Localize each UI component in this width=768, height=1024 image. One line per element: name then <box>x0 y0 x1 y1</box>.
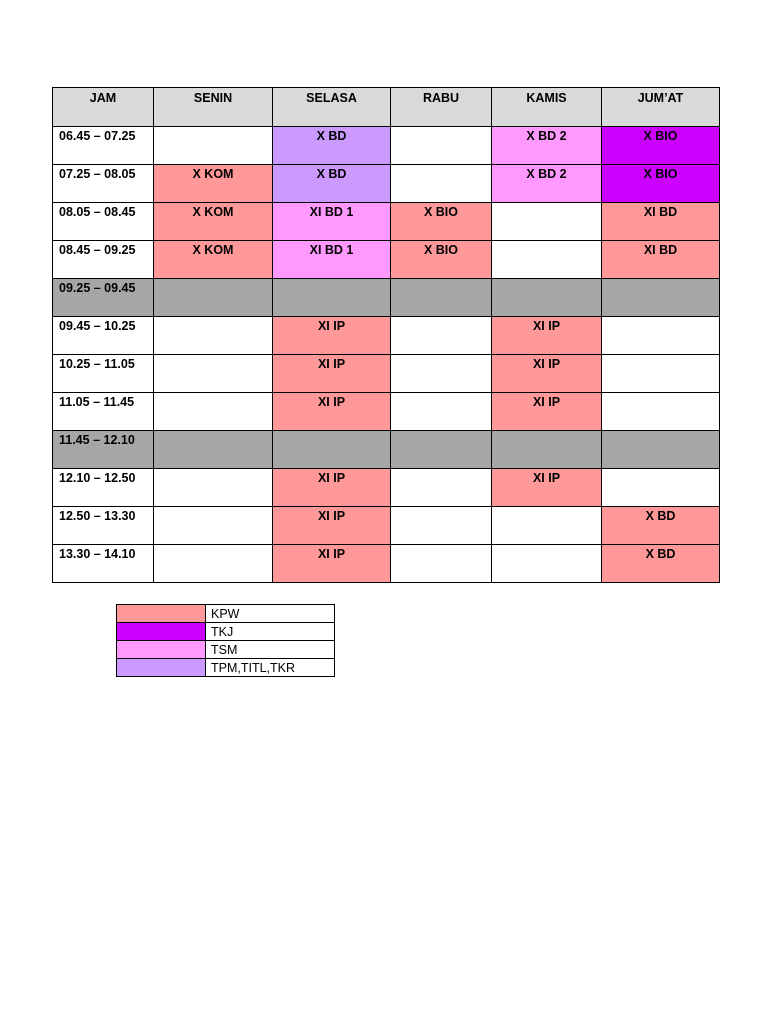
header-kamis: KAMIS <box>492 88 602 127</box>
color-legend <box>116 604 335 677</box>
class-cell: X BIO <box>602 165 720 203</box>
legend-swatch <box>117 659 206 677</box>
table-row <box>53 355 720 393</box>
class-cell <box>154 393 273 431</box>
class-cell <box>492 507 602 545</box>
time-slot: 12.10 – 12.50 <box>53 469 154 507</box>
class-cell <box>154 469 273 507</box>
class-cell <box>391 507 492 545</box>
class-cell <box>154 279 273 317</box>
class-cell <box>391 279 492 317</box>
class-cell: X BD <box>273 127 391 165</box>
header-selasa: SELASA <box>273 88 391 127</box>
class-cell: X BD <box>273 165 391 203</box>
class-cell <box>154 317 273 355</box>
table-row <box>53 165 720 203</box>
class-cell: XI BD <box>602 203 720 241</box>
time-slot: 12.50 – 13.30 <box>53 507 154 545</box>
legend-swatch <box>117 641 206 659</box>
class-cell <box>391 431 492 469</box>
legend-swatch <box>117 605 206 623</box>
time-slot: 09.25 – 09.45 <box>53 279 154 317</box>
class-cell: XI BD <box>602 241 720 279</box>
class-cell <box>492 431 602 469</box>
time-slot: 08.05 – 08.45 <box>53 203 154 241</box>
legend-item <box>117 623 335 641</box>
class-cell <box>273 431 391 469</box>
header-senin: SENIN <box>154 88 273 127</box>
legend-swatch <box>117 623 206 641</box>
class-cell: XI IP <box>492 317 602 355</box>
header-rabu: RABU <box>391 88 492 127</box>
class-cell: XI IP <box>273 393 391 431</box>
class-cell: X BD 2 <box>492 127 602 165</box>
table-row <box>53 507 720 545</box>
time-slot: 11.45 – 12.10 <box>53 431 154 469</box>
table-row <box>53 241 720 279</box>
header-jumat: JUM’AT <box>602 88 720 127</box>
class-cell: X KOM <box>154 241 273 279</box>
class-cell <box>602 469 720 507</box>
time-slot: 10.25 – 11.05 <box>53 355 154 393</box>
class-cell: X KOM <box>154 203 273 241</box>
class-cell: XI IP <box>273 507 391 545</box>
legend-body <box>117 605 335 677</box>
class-cell <box>391 127 492 165</box>
class-cell <box>391 317 492 355</box>
class-cell: XI IP <box>273 317 391 355</box>
class-cell <box>154 431 273 469</box>
time-slot: 11.05 – 11.45 <box>53 393 154 431</box>
class-cell <box>154 545 273 583</box>
class-cell <box>154 127 273 165</box>
legend-item <box>117 641 335 659</box>
class-cell: X BD <box>602 507 720 545</box>
class-cell: XI BD 1 <box>273 241 391 279</box>
class-cell <box>391 165 492 203</box>
table-row <box>53 203 720 241</box>
class-cell <box>154 355 273 393</box>
time-slot: 07.25 – 08.05 <box>53 165 154 203</box>
break-row <box>53 279 720 317</box>
class-cell <box>492 279 602 317</box>
class-cell <box>391 355 492 393</box>
schedule-body <box>53 127 720 583</box>
class-cell: XI IP <box>492 393 602 431</box>
class-cell <box>391 469 492 507</box>
schedule-header-row <box>53 88 720 127</box>
class-cell <box>602 355 720 393</box>
legend-label: TPM,TITL,TKR <box>206 659 335 677</box>
time-slot: 08.45 – 09.25 <box>53 241 154 279</box>
time-slot: 13.30 – 14.10 <box>53 545 154 583</box>
class-cell: XI IP <box>273 355 391 393</box>
break-row <box>53 431 720 469</box>
class-cell <box>273 279 391 317</box>
table-row <box>53 545 720 583</box>
time-slot: 06.45 – 07.25 <box>53 127 154 165</box>
class-cell <box>602 393 720 431</box>
class-cell <box>492 241 602 279</box>
class-cell: X BIO <box>391 203 492 241</box>
class-cell: XI IP <box>492 469 602 507</box>
legend-item <box>117 659 335 677</box>
schedule-table <box>52 87 720 583</box>
class-cell <box>602 279 720 317</box>
class-cell <box>602 317 720 355</box>
class-cell <box>154 507 273 545</box>
class-cell <box>492 545 602 583</box>
class-cell: X KOM <box>154 165 273 203</box>
class-cell: X BIO <box>602 127 720 165</box>
class-cell: XI IP <box>273 469 391 507</box>
class-cell <box>391 545 492 583</box>
legend-label: TSM <box>206 641 335 659</box>
table-row <box>53 469 720 507</box>
class-cell: X BD 2 <box>492 165 602 203</box>
table-row <box>53 393 720 431</box>
table-row <box>53 127 720 165</box>
class-cell: X BIO <box>391 241 492 279</box>
class-cell <box>492 203 602 241</box>
class-cell: XI IP <box>273 545 391 583</box>
class-cell: X BD <box>602 545 720 583</box>
class-cell <box>391 393 492 431</box>
table-row <box>53 317 720 355</box>
legend-label: KPW <box>206 605 335 623</box>
class-cell <box>602 431 720 469</box>
legend-item <box>117 605 335 623</box>
time-slot: 09.45 – 10.25 <box>53 317 154 355</box>
header-jam: JAM <box>53 88 154 127</box>
legend-label: TKJ <box>206 623 335 641</box>
class-cell: XI IP <box>492 355 602 393</box>
class-cell: XI BD 1 <box>273 203 391 241</box>
